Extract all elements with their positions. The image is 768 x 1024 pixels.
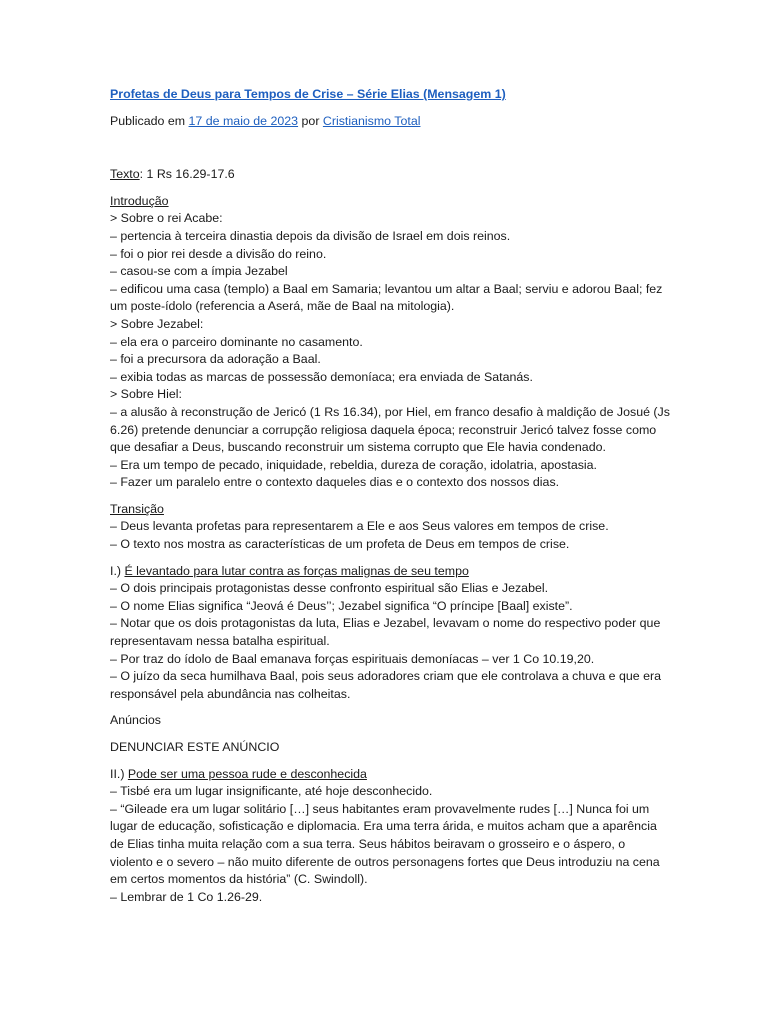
transition-line: – Deus levanta profetas para representarem a Ele e aos Seus valores em tempos de crise.	[110, 519, 609, 534]
report-ad-link[interactable]: DENUNCIAR ESTE ANÚNCIO	[110, 740, 280, 754]
intro-line: – edificou uma casa (templo) a Baal em Samaria; levantou um altar a Baal; serviu e adorou Baal; fez um poste-ídolo (referencia a Aserá, mãe de Baal na mitologia).	[110, 281, 663, 314]
texto-label: Texto	[110, 167, 140, 182]
scripture-reference	[110, 166, 670, 184]
published-label: Publicado em	[110, 113, 186, 128]
intro-section	[110, 193, 670, 492]
point-one-section	[110, 563, 670, 704]
point-one-prefix: I.)	[110, 563, 125, 578]
post-meta	[110, 113, 670, 131]
intro-line: – Era um tempo de pecado, iniquidade, rebeldia, dureza de coração, idolatria, apostasia.	[110, 457, 597, 472]
intro-line: > Sobre Jezabel:	[110, 316, 204, 331]
intro-line: > Sobre Hiel:	[110, 387, 182, 402]
point-two-heading: Pode ser uma pessoa rude e desconhecida	[127, 766, 367, 781]
intro-line: – pertencia à terceira dinastia depois da divisão de Israel em dois reinos.	[110, 228, 511, 243]
transition-heading: Transição	[110, 501, 164, 516]
intro-line: – foi a precursora da adoração a Baal.	[110, 352, 321, 367]
point-two-line: – Lembrar de 1 Co 1.26-29.	[110, 889, 263, 904]
author-link[interactable]: Cristianismo Total	[322, 113, 421, 128]
point-one-line: – Por traz do ídolo de Baal emanava forças espirituais demoníacas – ver 1 Co 10.19,20.	[110, 651, 595, 666]
transition-line: – O texto nos mostra as características de um profeta de Deus em tempos de crise.	[110, 537, 570, 552]
intro-line: – foi o pior rei desde a divisão do reino.	[110, 246, 327, 261]
intro-line: – a alusão à reconstrução de Jericó (1 Rs 16.34), por Hiel, em franco desafio à maldição de Josué (Js 6.26) pretende denunciar a corrupção religiosa daquela época; reconstruir Jericó talvez fosse como que desafiar a Deus, buscando reconstruir um sistema corrupto que Ele havia condenado.	[110, 404, 670, 455]
intro-heading: Introdução	[110, 193, 169, 208]
point-one-line: – Notar que os dois protagonistas da luta, Elias e Jezabel, levavam o nome do respectivo poder que representavam nessa batalha espiritual.	[110, 616, 661, 649]
post-title-line	[110, 86, 670, 104]
post-date-link[interactable]: 17 de maio de 2023	[188, 113, 299, 128]
intro-line: – ela era o parceiro dominante no casamento.	[110, 334, 363, 349]
point-two-section	[110, 766, 670, 907]
point-two-line: – Tisbé era um lugar insignificante, até hoje desconhecido.	[110, 784, 433, 799]
ads-label: Anúncios	[110, 713, 161, 728]
intro-line: – Fazer um paralelo entre o contexto daqueles dias e o contexto dos nossos dias.	[110, 475, 560, 490]
texto-value: : 1 Rs 16.29-17.6	[139, 167, 235, 182]
article	[110, 86, 670, 906]
by-label: por	[301, 113, 320, 128]
point-one-line: – O juízo da seca humilhava Baal, pois seus adoradores criam que ele controlava a chuva e que era responsável pela abundância nas colheitas.	[110, 669, 662, 701]
point-two-heading-line	[110, 766, 670, 784]
intro-line: > Sobre o rei Acabe:	[110, 211, 223, 226]
point-one-line: – O nome Elias significa “Jeová é Deus’’; Jezabel significa “O príncipe [Baal] existe”.	[110, 598, 573, 613]
point-one-line: – O dois principais protagonistas desse confronto espiritual são Elias e Jezabel.	[110, 581, 549, 596]
point-two-line: – “Gileade era um lugar solitário […] seus habitantes eram provavelmente rudes […] Nunca foi um lugar de educação, sofisticação e diplomacia. Era uma terra árida, e muitos acham que a aparência de Elias tinha muita relação com a sua terra. Seus hábitos beiravam o grosseiro e o áspero, o violento e o severo – não muito diferente de outros personagens fortes que Deus introduziu na cena em certos momentos da história” (C. Swindoll).	[110, 801, 660, 887]
intro-line: – casou-se com a ímpia Jezabel	[110, 264, 288, 279]
point-one-heading-line	[110, 563, 670, 581]
post-title-link[interactable]: Profetas de Deus para Tempos de Crise – Série Elias (Mensagem 1)	[110, 87, 506, 101]
point-one-heading: É levantado para lutar contra as forças malignas de seu tempo	[124, 563, 469, 578]
point-two-prefix: II.)	[110, 766, 128, 781]
transition-section	[110, 501, 670, 554]
intro-line: – exibia todas as marcas de possessão demoníaca; era enviada de Satanás.	[110, 369, 533, 384]
